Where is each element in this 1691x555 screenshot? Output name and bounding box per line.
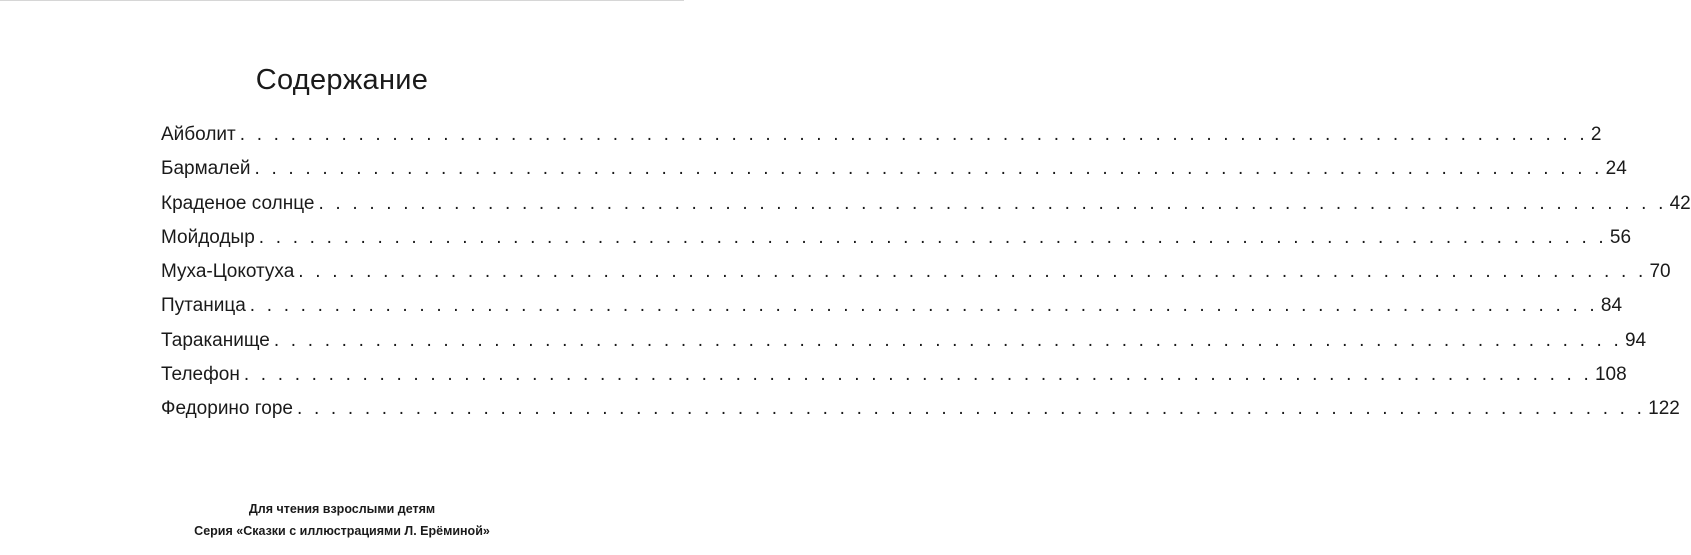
dot-leader: . . . . . . . . . . . . . . . . . . . . . . . . . . . . . . . . . . . . . . . . . . . . . . . . . . . . . . . . . . . . . . . . . . . . . . . . . . . . . . . . — [254, 158, 1603, 180]
toc-entry-title: Телефон — [161, 364, 240, 386]
dot-leader: . . . . . . . . . . . . . . . . . . . . . . . . . . . . . . . . . . . . . . . . . . . . . . . . . . . . . . . . . . . . . . . . . . . . . . . . . . . . . . . . — [249, 295, 1598, 317]
toc-entry-title: Краденое солнце — [161, 192, 315, 214]
toc-entry-title: Федорино горе — [161, 398, 293, 420]
toc-entry[interactable] — [161, 190, 1691, 224]
dot-leader: . . . . . . . . . . . . . . . . . . . . . . . . . . . . . . . . . . . . . . . . . . . . . . . . . . . . . . . . . . . . . . . . . . . . . . . . . . . . . . . . — [273, 329, 1622, 351]
top-divider — [0, 0, 684, 1]
dot-leader: . . . . . . . . . . . . . . . . . . . . . . . . . . . . . . . . . . . . . . . . . . . . . . . . . . . . . . . . . . . . . . . . . . . . . . . . . . . . . . . . — [239, 124, 1588, 145]
toc-entry-title: Бармалей — [161, 158, 251, 180]
toc-entry[interactable] — [161, 292, 1623, 326]
footer-reading-note: Для чтения взрослыми детям — [248, 502, 436, 516]
toc-entry-page-number: 94 — [1624, 329, 1647, 351]
toc-entry[interactable] — [161, 395, 1680, 429]
toc-entry-page-number: 84 — [1600, 295, 1623, 317]
dot-leader: . . . . . . . . . . . . . . . . . . . . . . . . . . . . . . . . . . . . . . . . . . . . . . . . . . . . . . . . . . . . . . . . . . . . . . . . . . . . . . . . — [298, 261, 1647, 283]
toc-entry-title: Айболит — [161, 124, 236, 145]
dot-leader: . . . . . . . . . . . . . . . . . . . . . . . . . . . . . . . . . . . . . . . . . . . . . . . . . . . . . . . . . . . . . . . . . . . . . . . . . . . . . . . . — [258, 226, 1607, 248]
toc-entry[interactable] — [161, 327, 1647, 361]
dot-leader: . . . . . . . . . . . . . . . . . . . . . . . . . . . . . . . . . . . . . . . . . . . . . . . . . . . . . . . . . . . . . . . . . . . . . . . . . . . . . . . . — [318, 192, 1667, 214]
toc-entry-page-number: 42 — [1669, 192, 1691, 214]
toc-entry-page-number: 122 — [1648, 398, 1680, 420]
toc-entry[interactable] — [161, 258, 1671, 292]
toc-entry-page-number: 108 — [1594, 364, 1627, 386]
dot-leader: . . . . . . . . . . . . . . . . . . . . . . . . . . . . . . . . . . . . . . . . . . . . . . . . . . . . . . . . . . . . . . . . . . . . . . . . . . . . . . . . — [243, 364, 1592, 386]
toc-entry[interactable] — [161, 224, 1632, 258]
toc-entry-title: Мойдодыр — [161, 226, 255, 248]
toc-entry-title: Тараканище — [161, 329, 270, 351]
toc-entry-page-number: 24 — [1605, 158, 1627, 180]
toc-entry-title: Муха-Цокотуха — [161, 261, 295, 283]
toc-entry[interactable] — [161, 155, 1627, 189]
toc-entry[interactable] — [161, 361, 1627, 395]
page-title: Содержание — [255, 64, 429, 96]
toc-entry-title: Путаница — [161, 295, 246, 317]
toc-entry-page-number: 70 — [1649, 261, 1671, 283]
dot-leader: . . . . . . . . . . . . . . . . . . . . . . . . . . . . . . . . . . . . . . . . . . . . . . . . . . . . . . . . . . . . . . . . . . . . . . . . . . . . . . . . — [296, 398, 1646, 420]
footer-series-note: Серия «Сказки с иллюстрациями Л. Ерёминой» — [194, 524, 490, 538]
toc-entry-page-number: 2 — [1590, 124, 1602, 145]
table-of-contents — [161, 121, 1691, 430]
toc-entry-page-number: 56 — [1609, 226, 1632, 248]
toc-entry[interactable] — [161, 121, 1602, 155]
